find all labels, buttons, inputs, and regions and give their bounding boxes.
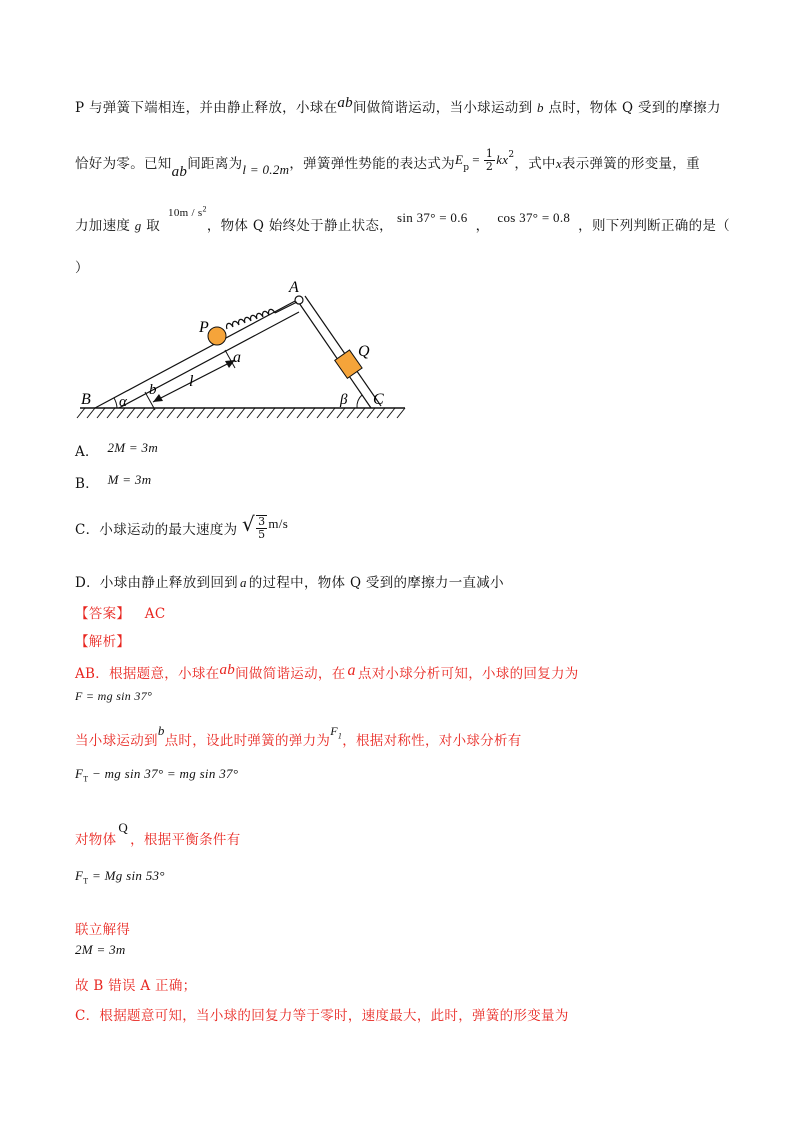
math-rest: = Mg sin 53°: [88, 868, 165, 883]
label-A: A: [289, 279, 299, 296]
option-C: [75, 512, 289, 545]
math-b: b: [157, 723, 165, 738]
text: 表示弹簧的形变量，重: [561, 156, 700, 172]
math-ab: ab: [171, 164, 188, 180]
sqrt-expression: [242, 512, 268, 541]
analysis-eq3: [75, 868, 165, 886]
math-F1: [330, 724, 343, 741]
frac-den: 2: [485, 160, 494, 173]
angle-beta-arc: [357, 395, 362, 408]
option-A: [75, 440, 158, 460]
analysis-eq1: [75, 688, 152, 704]
text: 间做简谐运动，在: [235, 666, 346, 682]
question-line-1: [75, 96, 721, 117]
math-Q: Q: [118, 820, 129, 835]
option-B: [75, 472, 151, 492]
math-Ep-sub: p: [463, 162, 470, 173]
option-label: A．: [75, 444, 99, 460]
math-rest: − mg sin 37° = mg sin 37°: [88, 766, 239, 781]
math-ab: ab: [219, 662, 236, 678]
text: 对物体: [75, 832, 117, 848]
text: D．小球由静止释放到回到: [75, 575, 238, 591]
text: P 与弹簧下端相连，并由静止释放，小球在: [75, 100, 338, 116]
text: 间做简谐运动，当小球运动到: [352, 100, 533, 116]
sqrt-fraction: [256, 515, 267, 541]
label-Q: Q: [358, 343, 370, 360]
answer-label: 【答案】: [75, 606, 131, 622]
incline-left-outer: [95, 300, 297, 408]
analysis-p3: [75, 820, 241, 848]
analysis-p6: [75, 1004, 569, 1024]
analysis-p4: [75, 918, 130, 938]
math-g: g: [134, 218, 142, 233]
text: AB．根据题意，小球在: [75, 666, 220, 682]
math-gval: [168, 204, 207, 219]
math-F-sub: 1: [337, 731, 343, 741]
math-F-sub: T: [83, 774, 89, 784]
label-P: P: [199, 319, 209, 336]
frac-num: 3: [258, 514, 266, 528]
text: 恰好为零。已知: [75, 156, 172, 172]
ball-P: [208, 327, 226, 345]
text: ）: [75, 260, 89, 276]
option-label: C．小球运动的最大速度为: [75, 521, 238, 538]
analysis-p1: [75, 662, 579, 683]
equation-3: [75, 868, 165, 886]
angle-alpha-arc: [114, 398, 117, 408]
math-F: F: [75, 868, 84, 883]
answer-value: AC: [144, 606, 166, 622]
question-line-2: [75, 147, 700, 180]
label-beta: β: [340, 392, 348, 408]
text: 联立解得: [75, 922, 131, 938]
analysis-p2: [75, 723, 522, 750]
label-B: B: [81, 391, 91, 408]
text: 取: [146, 218, 161, 234]
analysis-p5: [75, 974, 196, 994]
analysis-eq4: [75, 942, 126, 958]
text: ，根据平衡条件有: [130, 832, 241, 848]
math-sq: 2: [508, 149, 515, 160]
equation-4: 2M = 3m: [75, 942, 126, 957]
label-alpha: α: [119, 394, 127, 410]
analysis-eq2: [75, 766, 238, 784]
text: ，式中: [514, 156, 556, 172]
math-b: b: [536, 100, 544, 115]
math-sin37: sin 37° = 0.6: [396, 210, 468, 225]
math-cos37: cos 37° = 0.8: [497, 210, 571, 225]
math-F-sub: T: [83, 876, 89, 886]
math-equals: =: [472, 152, 480, 167]
text: 点时，物体 Q 受到的摩擦力: [548, 100, 721, 116]
unit: m/s: [268, 515, 289, 531]
text: ，根据对称性，对小球分析有: [342, 733, 522, 749]
fraction-half: [484, 148, 495, 173]
math-l-eq: l = 0.2m: [242, 162, 290, 177]
text: 力加速度: [75, 218, 131, 234]
text: 间距离为: [187, 156, 243, 172]
text: 点对小球分析可知，小球的回复力为: [357, 666, 579, 682]
math-gval-sq: 2: [202, 204, 207, 214]
text: ，弹簧弹性势能的表达式为: [289, 156, 455, 172]
math-kx: kx: [496, 152, 509, 167]
option-label: B．: [75, 476, 100, 492]
frac-num: 1: [485, 147, 494, 160]
option-D: [75, 571, 504, 591]
analysis-label: [75, 630, 130, 650]
math-ab: ab: [337, 95, 353, 111]
text: 点时，设此时弹簧的弹力为: [164, 733, 331, 749]
math-a: a: [239, 575, 247, 590]
option-math: M = 3m: [107, 472, 152, 487]
math-F: F: [330, 724, 338, 738]
text: 当小球运动到: [75, 733, 158, 749]
sqrt-sign: √: [242, 512, 256, 536]
label-l: l: [189, 373, 194, 390]
equation-2: [75, 766, 239, 784]
math-a: a: [347, 662, 356, 679]
label-C: C: [373, 391, 384, 408]
answer-line: [75, 602, 165, 622]
physics-diagram: [75, 270, 415, 430]
label-b: b: [149, 382, 157, 398]
length-arrow: [153, 360, 235, 402]
text: ，物体 Q 始终处于静止状态，: [206, 218, 393, 234]
analysis-label-text: 【解析】: [75, 634, 131, 650]
option-math: 2M = 3m: [107, 440, 159, 455]
question-line-3: [75, 204, 730, 234]
text: 故 B 错误 A 正确；: [75, 978, 197, 994]
math-x: x: [555, 156, 562, 171]
label-a: a: [233, 349, 241, 366]
text: ，: [475, 218, 490, 234]
text: ，则下列判断正确的是（: [578, 218, 730, 234]
equation-1: F = mg sin 37°: [75, 689, 153, 703]
text: C．根据题意可知，当小球的回复力等于零时，速度最大，此时，弹簧的形变量为: [75, 1008, 569, 1024]
text: 的过程中，物体 Q 受到的摩擦力一直减小: [248, 575, 504, 591]
frac-den: 5: [258, 527, 266, 541]
math-Ep: E: [454, 152, 464, 167]
incline-right-inner: [305, 296, 381, 406]
math-F: F: [75, 766, 84, 781]
math-gval-text: 10m / s: [168, 207, 203, 219]
